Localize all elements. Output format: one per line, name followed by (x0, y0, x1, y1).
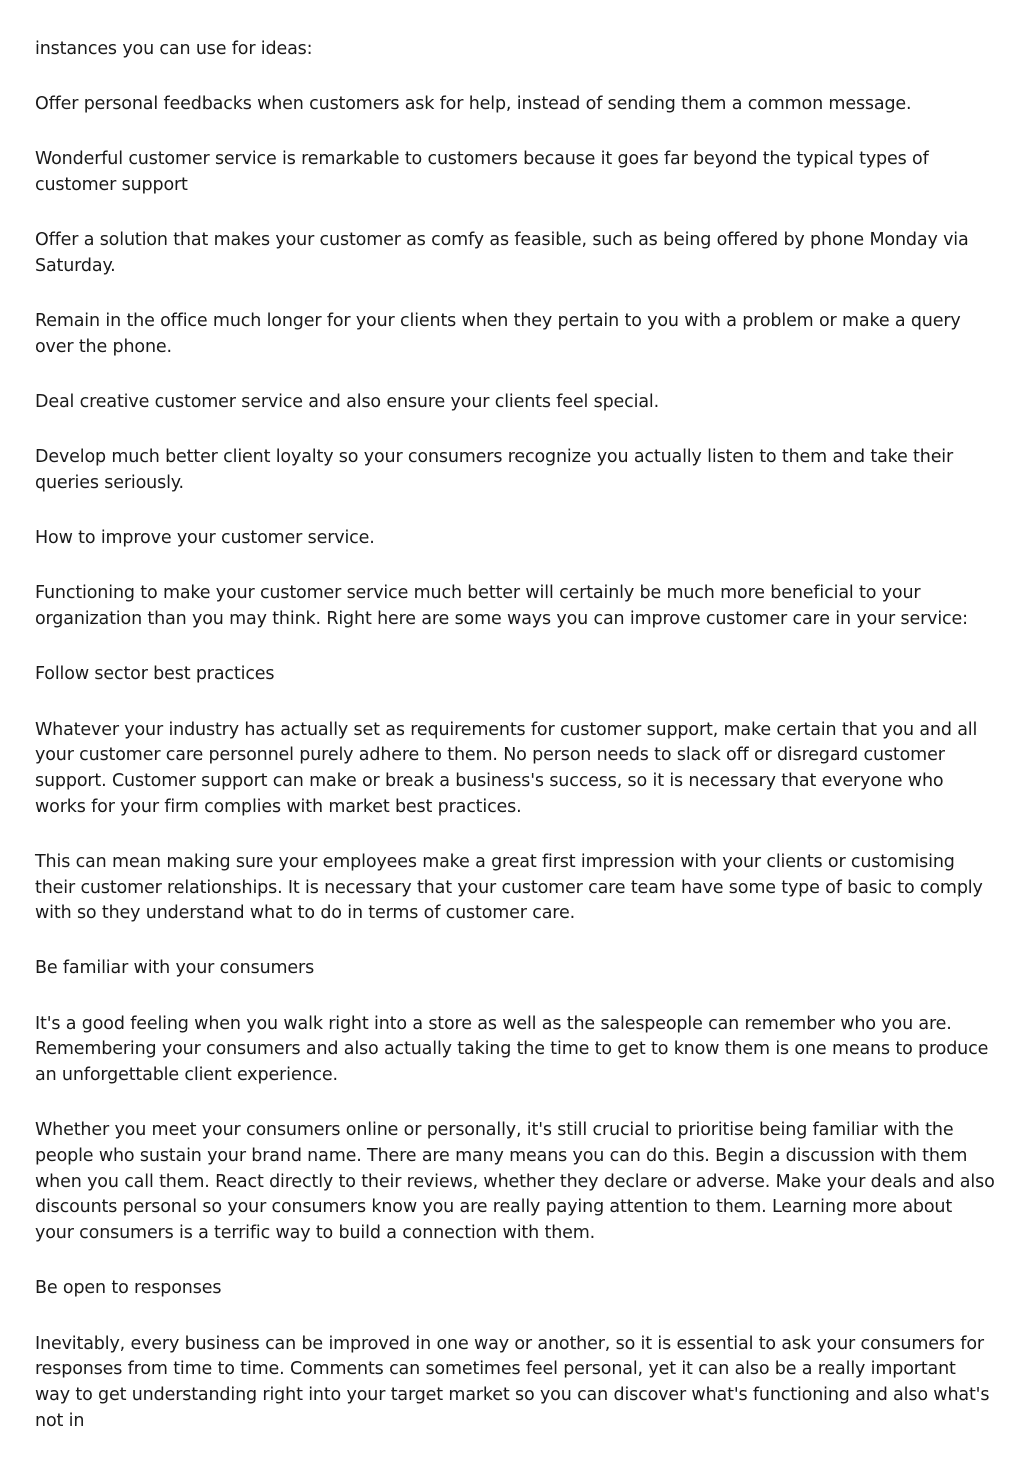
paragraph-personal-feedback: Offer personal feedbacks when customers ask for help, instead of sending them a common message. (35, 94, 912, 115)
paragraph-good-feeling: It's a good feeling when you walk right into a store as well as the salespeople can remember who you are. Remembering your consumers and also actually taking the time to get to know them is one means to produce an unforgettable client experience. (35, 1013, 989, 1086)
paragraph-industry-requirements: Whatever your industry has actually set as requirements for customer support, make certain that you and all your customer care personnel purely adhere to them. No person needs to slack off or disregard customer support. Customer support can make or break a business's success, so it is necessary that everyone who works for your firm complies with market best practices. (35, 719, 978, 817)
heading-best-practices: Follow sector best practices (35, 664, 275, 685)
paragraph-inevitably: Inevitably, every business can be improved in one way or another, so it is essential to ask your consumers for responses from time to time. Comments can sometimes feel personal, yet it can also be a really important way to get understanding right into your target market so you can discover what's functioning and also what's not in (35, 1333, 990, 1431)
paragraph-comfy-solution: Offer a solution that makes your customer as comfy as feasible, such as being offered by phone Monday via Saturday. (35, 230, 969, 277)
paragraph-intro-fragment: instances you can use for ideas: (35, 39, 313, 59)
paragraph-client-loyalty: Develop much better client loyalty so your consumers recognize you actually listen to them and take their queries seriously. (35, 447, 954, 494)
heading-familiar-consumers: Be familiar with your consumers (35, 958, 315, 979)
paragraph-wonderful-service: Wonderful customer service is remarkable to customers because it goes far beyond the typical types of customer support (35, 149, 929, 196)
heading-open-to-responses: Be open to responses (35, 1278, 222, 1299)
document-page (35, 37, 995, 1464)
paragraph-remain-in-office: Remain in the office much longer for your clients when they pertain to you with a problem or make a query over the phone. (35, 311, 961, 357)
paragraph-creative-service: Deal creative customer service and also ensure your clients feel special. (35, 392, 660, 413)
heading-improve-service: How to improve your customer service. (35, 528, 375, 549)
paragraph-first-impression: This can mean making sure your employees make a great first impression with your clients or customising their customer relationships. It is necessary that your customer care team have some type of basic to comply with so they understand what to do in terms of customer care. (35, 851, 983, 924)
paragraph-meet-consumers: Whether you meet your consumers online or personally, it's still crucial to prioritise being familiar with the people who sustain your brand name. There are many means you can do this. Begin a discussion with them when you call them. React directly to their reviews, whether they declare or adverse. Make your deals and also discounts personal so your consumers know you are really paying attention to them. Learning more about your consumers is a terrific way to build a connection with them. (35, 1120, 995, 1244)
paragraph-functioning: Functioning to make your customer service much better will certainly be much more beneficial to your organization than you may think. Right here are some ways you can improve customer care in your service: (35, 583, 968, 630)
